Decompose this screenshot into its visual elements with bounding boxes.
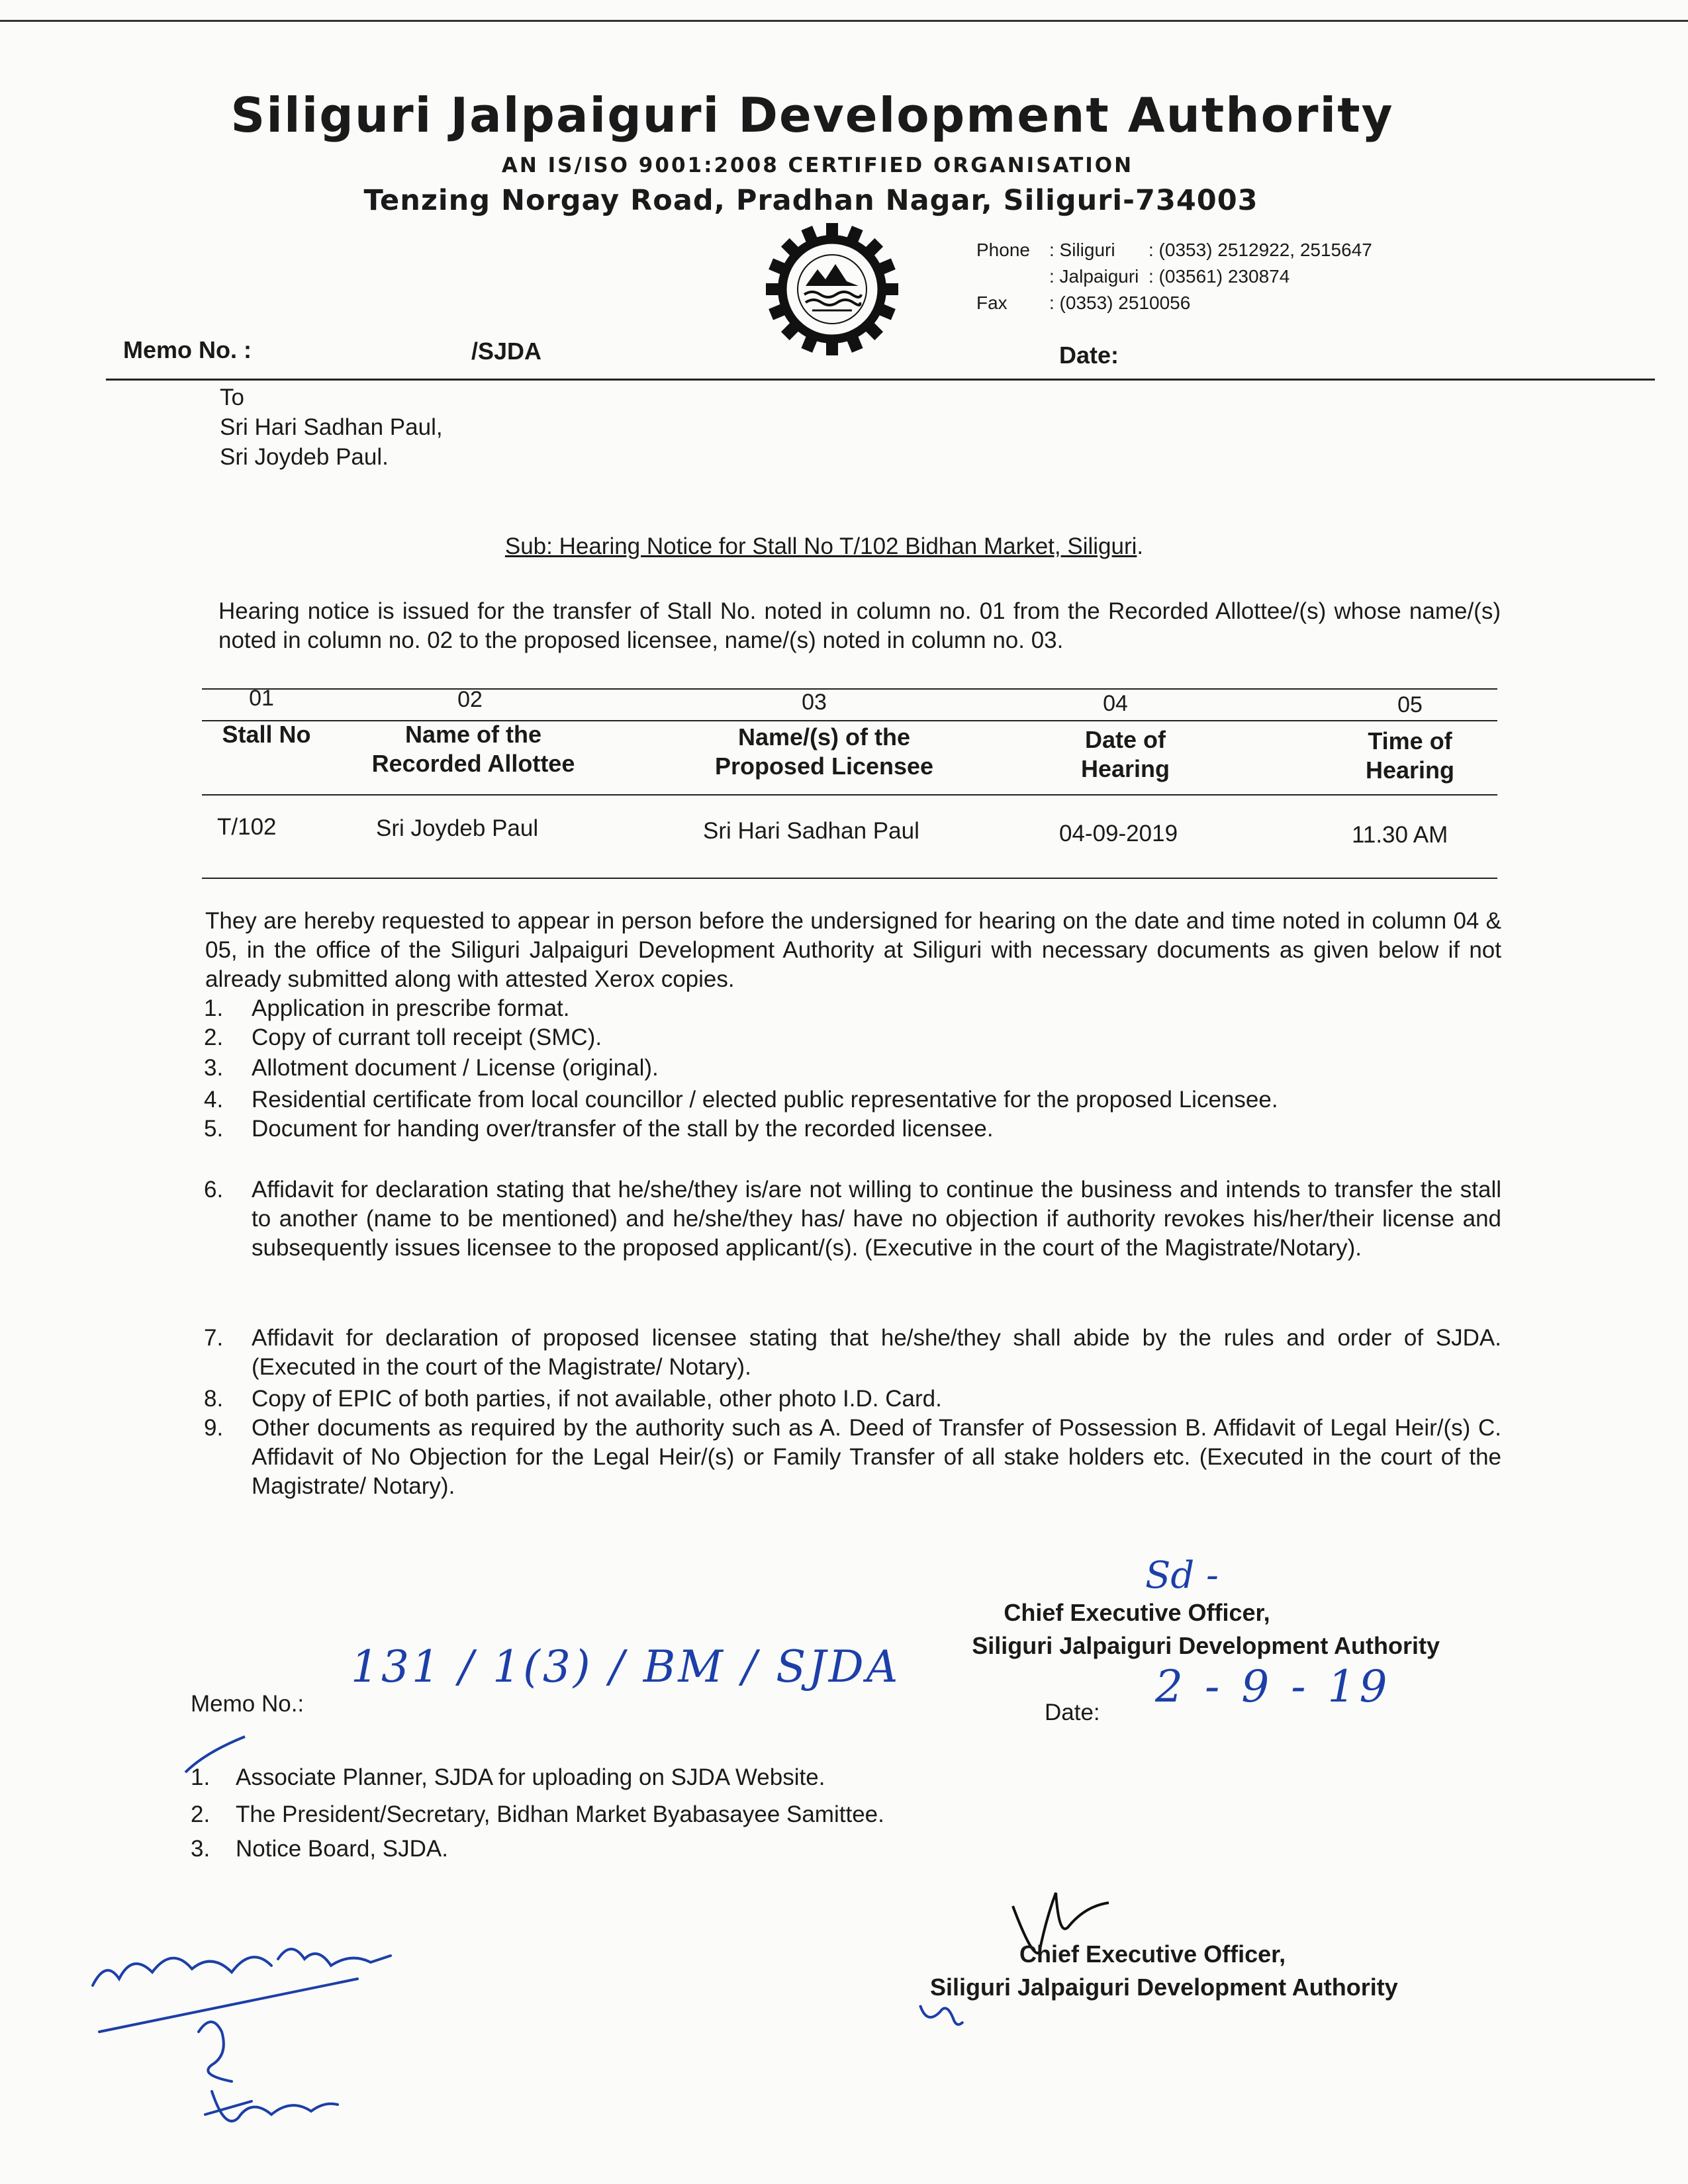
cell-stall-no: T/102 bbox=[217, 814, 277, 840]
table-bottom-rule bbox=[202, 878, 1497, 879]
scan-edge-line bbox=[0, 20, 1688, 22]
handwritten-memo-number: 131 / 1(3) / BM / SJDA bbox=[351, 1641, 901, 1692]
list-item: 1. Application in prescribe format. bbox=[204, 995, 570, 1021]
table-header-date-of-hearing: Date of Hearing bbox=[1080, 726, 1170, 782]
signature-block-1 bbox=[861, 1596, 1440, 1662]
organisation-name: Siliguri Jalpaiguri Development Authority bbox=[230, 87, 1394, 143]
recipient-block bbox=[220, 383, 443, 472]
contact-details bbox=[976, 237, 1372, 316]
list-item: 8. Copy of EPIC of both parties, if not available, other photo I.D. Card. bbox=[204, 1386, 942, 1412]
table-header-proposed-licensee: Name/(s) of the Proposed Licensee bbox=[714, 723, 934, 780]
column-number: 01 bbox=[249, 686, 274, 711]
list-item: 6. Affidavit for declaration stating that he/she/they is/are not willing to continue the business and intends to transfer the stall to another (name to be mentioned) and he/she/they has/ have no objection if authority revokes his/her/their license and subsequently issues licensee to the proposed applicant/(s). (Executive in the court of the Magistrate/Notary). bbox=[204, 1177, 1501, 1261]
memo-footer-date-label: Date: bbox=[1045, 1700, 1100, 1725]
certification-line: AN IS/ISO 9001:2008 CERTIFIED ORGANISATION bbox=[501, 154, 1134, 177]
subject-end: . bbox=[1137, 533, 1144, 559]
fax-label: Fax bbox=[976, 293, 1008, 313]
phone-siliguri-row bbox=[976, 237, 1372, 263]
recipient-name: Sri Joydeb Paul. bbox=[220, 444, 389, 470]
address-line: Tenzing Norgay Road, Pradhan Nagar, Siliguri-734003 bbox=[363, 184, 1258, 217]
list-item: 4. Residential certificate from local councillor / elected public representative for the proposed Licensee. bbox=[204, 1087, 1278, 1113]
column-number: 02 bbox=[457, 687, 483, 712]
request-paragraph: They are hereby requested to appear in person before the undersigned for hearing on the date and time noted in column 04 & 05, in the office of the Siliguri Jalpaiguri Development Authority at Siliguri with necessary documents as given below if not already submitted along with attested Xerox copies. bbox=[205, 908, 1501, 992]
table-header-stall-no: Stall No bbox=[222, 721, 311, 748]
signatory-org: Siliguri Jalpaiguri Development Authority bbox=[930, 1974, 1398, 2001]
list-item: 7. Affidavit for declaration of proposed licensee stating that he/she/they shall abide by the rules and order of SJDA. (Executed in the court of the Magistrate/ Notary). bbox=[204, 1325, 1501, 1380]
memo-number-label: Memo No. : bbox=[123, 336, 252, 363]
signature-block-2 bbox=[900, 1938, 1440, 2004]
handwritten-date: 2 - 9 - 19 bbox=[1155, 1661, 1391, 1712]
handwritten-annotation bbox=[79, 1933, 450, 2158]
phone-label: Phone bbox=[976, 240, 1030, 260]
header-divider bbox=[106, 379, 1655, 381]
list-item: 3. Allotment document / License (original). bbox=[204, 1055, 659, 1081]
signatory-org: Siliguri Jalpaiguri Development Authority bbox=[972, 1632, 1440, 1659]
cell-hearing-date: 04-09-2019 bbox=[1059, 821, 1178, 846]
list-item: 1. Associate Planner, SJDA for uploading on SJDA Website. bbox=[191, 1764, 825, 1790]
column-number: 05 bbox=[1397, 692, 1423, 717]
siliguri-number: : (0353) 2512922, 2515647 bbox=[1149, 240, 1372, 260]
signatory-title: Chief Executive Officer, bbox=[1004, 1599, 1270, 1626]
subject-line bbox=[0, 533, 1668, 560]
subject-text: Sub: Hearing Notice for Stall No T/102 Bidhan Market, Siliguri bbox=[504, 533, 1137, 559]
list-item: 9. Other documents as required by the authority such as A. Deed of Transfer of Possession B. Affidavit of Legal Heir/(s) C. Affidavit of No Objection for the Legal Heir/(s) or Family Transfer of all stake holders etc. (Executed in the court of the Magistrate/ Notary). bbox=[204, 1415, 1501, 1499]
memo-footer-label: Memo No.: bbox=[191, 1691, 305, 1717]
jalpaiguri-label: : Jalpaiguri bbox=[1049, 266, 1139, 287]
handwritten-sd-mark: Sd - bbox=[1145, 1554, 1219, 1597]
fax-number: : (0353) 2510056 bbox=[1049, 293, 1191, 313]
list-item: 5. Document for handing over/transfer of the stall by the recorded licensee. bbox=[204, 1116, 994, 1142]
to-label: To bbox=[220, 385, 244, 410]
table-header-time-of-hearing: Time of Hearing bbox=[1365, 727, 1455, 784]
handwritten-initial-mark bbox=[914, 1992, 966, 2032]
cell-proposed-licensee: Sri Hari Sadhan Paul bbox=[703, 818, 919, 844]
jalpaiguri-number: : (03561) 230874 bbox=[1149, 266, 1290, 287]
column-number: 04 bbox=[1103, 691, 1128, 716]
list-item: 2. Copy of currant toll receipt (SMC). bbox=[204, 1024, 602, 1050]
recipient-name: Sri Hari Sadhan Paul, bbox=[220, 414, 443, 440]
siliguri-label: : Siliguri bbox=[1049, 240, 1115, 260]
sjda-emblem-logo bbox=[763, 220, 902, 359]
list-item: 3. Notice Board, SJDA. bbox=[191, 1836, 448, 1862]
intro-paragraph: Hearing notice is issued for the transfer of Stall No. noted in column no. 01 from the Recorded Allottee/(s) whose name/(s) noted in column no. 02 to the proposed licensee, name/(s) noted in column no. 03. bbox=[218, 598, 1501, 653]
cell-hearing-time: 11.30 AM bbox=[1352, 822, 1448, 848]
table-header-recorded-allottee: Name of the Recorded Allottee bbox=[371, 721, 575, 777]
list-item: 2. The President/Secretary, Bidhan Market Byabasayee Samittee. bbox=[191, 1801, 884, 1827]
table-header-rule bbox=[202, 794, 1497, 796]
cell-recorded-allottee: Sri Joydeb Paul bbox=[376, 815, 539, 841]
column-number: 03 bbox=[802, 690, 827, 715]
memo-number-suffix: /SJDA bbox=[471, 338, 542, 365]
phone-jalpaiguri-row bbox=[976, 263, 1372, 290]
fax-row bbox=[976, 290, 1372, 316]
signatory-title: Chief Executive Officer, bbox=[1019, 1940, 1286, 1968]
header-date-label: Date: bbox=[1059, 341, 1119, 369]
